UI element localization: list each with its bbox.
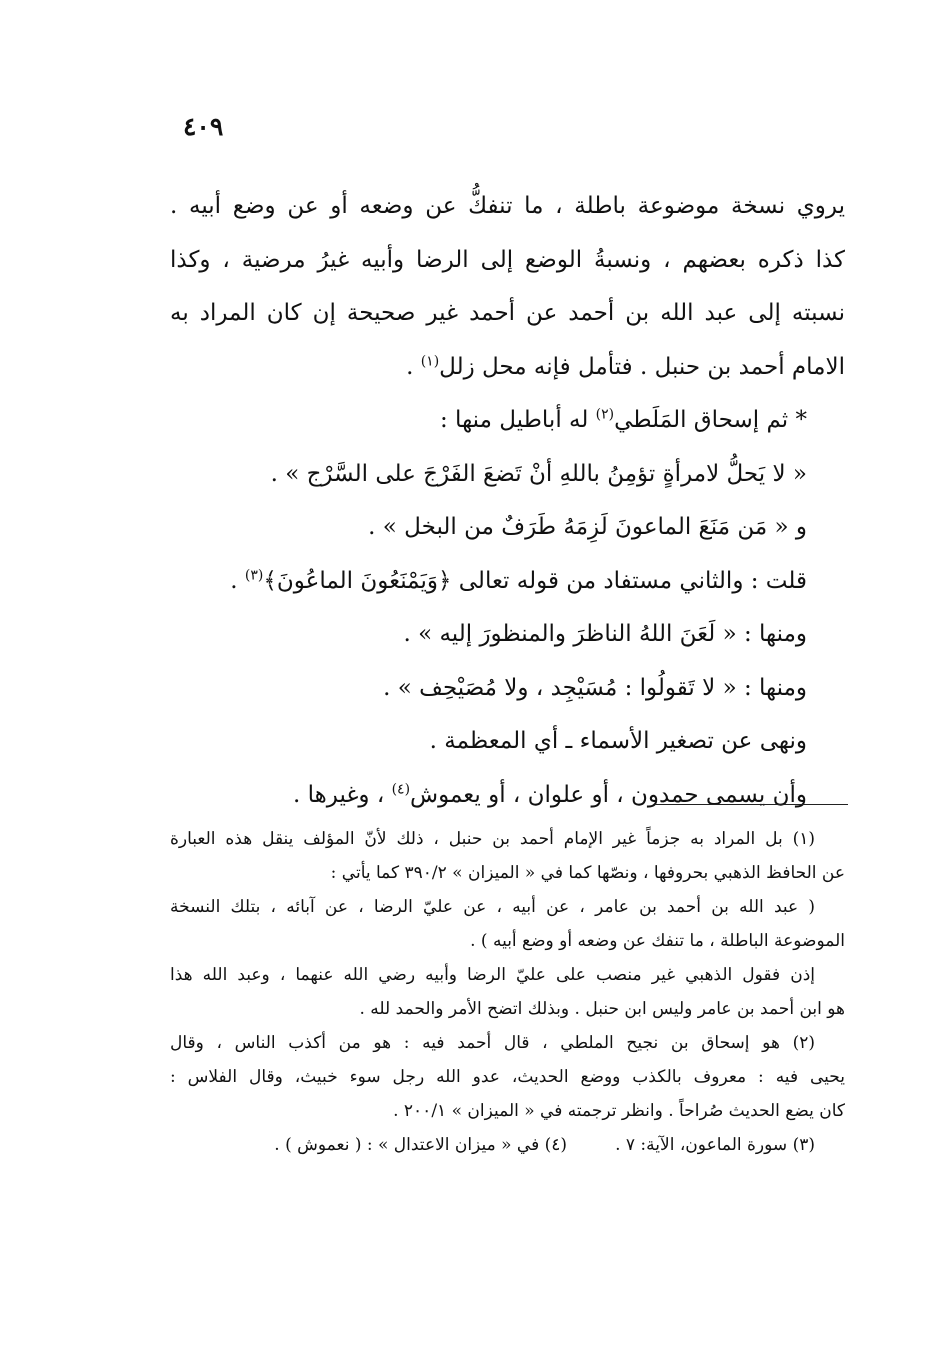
footnote-ref-1[interactable]: (١) xyxy=(420,352,440,369)
footnote-line-7: (٢) هو إسحاق بن نجيح الملطي ، قال أحمد فيه : هو من أكذب الناس ، وقال xyxy=(170,1033,815,1053)
text-line-12: وأن يسمى حمدون ، أو علوان ، أو يعموش$^{(٤)}$ ، وغيرها . xyxy=(293,780,807,808)
text-line-7: و « مَن مَنَعَ الماعونَ لَزِمَهُ طَرَفٌ من البخل » . xyxy=(368,514,807,540)
footnote-ref-2[interactable]: (٢) xyxy=(595,406,615,423)
footnote-line-4: الموضوعة الباطلة ، ما تنفك عن وضعه أو وضع أبيه ) . xyxy=(470,931,845,951)
footnote-line-1: (١) بل المراد به جزماً غير الإمام أحمد بن حنبل ، ذلك لأنّ المؤلف ينقل هذه العبارة xyxy=(170,829,815,849)
footnote-line-10 xyxy=(170,1128,845,1162)
text-line-2: كذا ذكره بعضهم ، ونسبةُ الوضع إلى الرضا وأبيه غيرُ مرضية ، وكذا xyxy=(170,246,845,273)
text-line-8: قلت : والثاني مستفاد من قوله تعالى ﴿وَيَمْنَعُونَ الماعُونَ﴾$^{(٣)}$ . xyxy=(230,566,807,594)
text-line-3: نسبته إلى عبد الله بن أحمد عن أحمد غير صحيحة إن كان المراد به xyxy=(170,300,845,326)
footnote-line-9: كان يضع الحديث صُراحاً . وانظر ترجمته في « الميزان » ٢٠٠/١ . xyxy=(393,1101,845,1121)
footnote-3: (٣) سورة الماعون، الآية: ٧ . xyxy=(615,1135,815,1155)
footnotes xyxy=(170,822,845,1162)
page-number: ٤٠٩ xyxy=(183,112,224,141)
footnote-ref-4[interactable]: (٤) xyxy=(391,780,411,797)
footnote-4: (٤) في « ميزان الاعتدال » : ( نعموش ) . xyxy=(274,1135,568,1155)
text-line-1: يروي نسخة موضوعة باطلة ، ما تنفكُّ عن وضعه أو عن وضع أبيه . xyxy=(170,193,845,219)
footnote-line-6: هو ابن أحمد بن عامر وليس ابن حنبل . وبذلك اتضح الأمر والحمد لله . xyxy=(359,999,845,1019)
main-text xyxy=(170,180,845,822)
footnote-line-2: عن الحافظ الذهبي بحروفها ، ونصّها كما في « الميزان » ٣٩٠/٢ كما يأتي : xyxy=(330,863,845,883)
text-line-9: ومنها : « لَعَنَ اللهُ الناظرَ والمنظورَ إليه » . xyxy=(403,621,807,647)
text-line-11: ونهى عن تصغير الأسماء ـ أي المعظمة . xyxy=(429,728,807,754)
text-line-6: « لا يَحلُّ لامرأةٍ تؤمِنُ باللهِ أنْ تَضعَ الفَرْجَ على السَّرْج » . xyxy=(270,460,807,487)
text-line-5: * ثم إسحاق المَلَطي$^{(٢)}$ له أباطيل منها : xyxy=(440,406,807,433)
footnote-separator xyxy=(655,804,848,805)
text-line-4: الامام أحمد بن حنبل . فتأمل فإنه محل زلل$^{(١)}$ . xyxy=(406,352,845,380)
footnote-line-8: يحيى فيه : معروف بالكذب ووضع الحديث، عدو الله رجل سوء خبيث، وقال الفلاس : xyxy=(170,1067,845,1087)
footnote-line-3: ( عبد الله بن أحمد بن عامر ، عن أبيه ، عن عليّ الرضا ، عن آبائه ، بتلك النسخة xyxy=(170,897,815,917)
text-line-10: ومنها : « لا تَقولُوا : مُسَيْجِد ، ولا مُصَيْحِف » . xyxy=(383,674,807,701)
footnote-line-5: إذن فقول الذهبي غير منصب على عليّ الرضا وأبيه رضي الله عنهما ، وعبد الله هذا xyxy=(170,965,815,985)
footnote-ref-3[interactable]: (٣) xyxy=(244,566,264,583)
